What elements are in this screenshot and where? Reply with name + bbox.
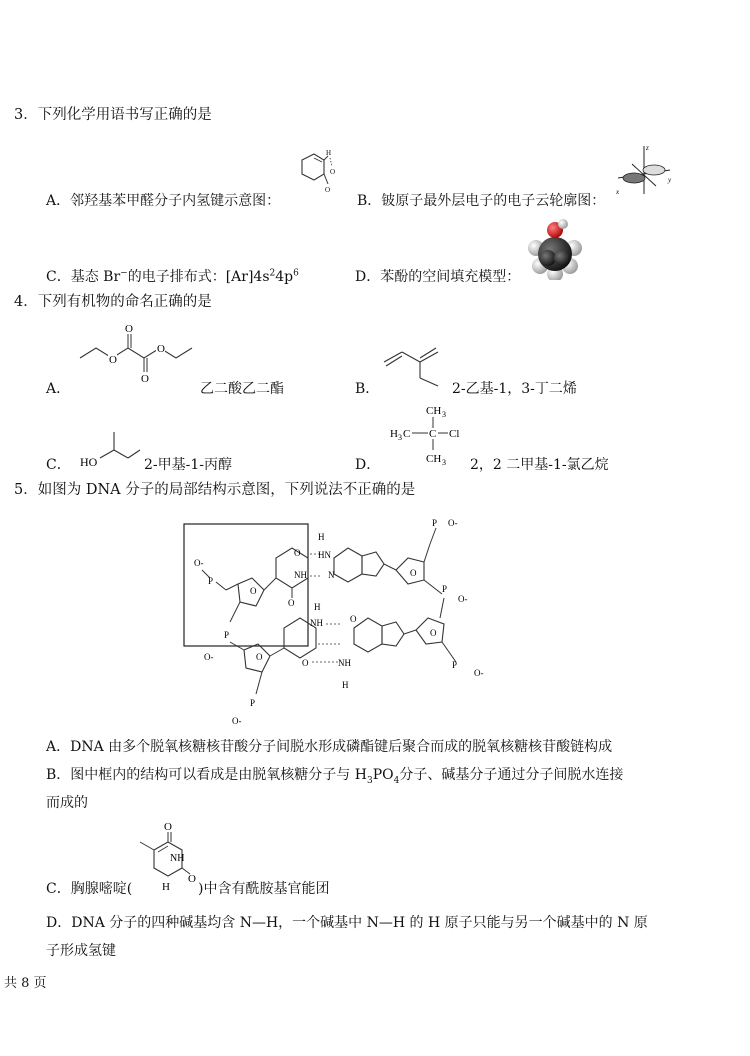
q4-option-c-letter: C． [46,457,71,473]
q3-b-z: z [646,144,649,152]
svg-text:O: O [250,586,257,596]
svg-text:H: H [162,881,170,893]
svg-text:NH: NH [294,570,307,580]
q3-option-b: B．铍原子最外层电子的电子云轮廓图： [357,193,606,209]
svg-text:P: P [250,698,256,708]
q5-option-b-line2: 而成的 [46,795,88,811]
svg-text:O-: O- [448,518,458,528]
svg-text:O: O [288,598,295,608]
q4-c-ho: HO [80,455,98,469]
svg-text:3: 3 [442,458,446,467]
svg-text:O: O [256,652,263,662]
q4-c-structure [78,420,142,472]
q4-stem: 4．下列有机物的命名正确的是 [14,294,212,310]
svg-text:O-: O- [232,716,242,726]
svg-text:NH: NH [310,618,323,628]
svg-text:H: H [390,428,398,440]
svg-text:N: N [328,570,335,580]
q3-a-structure [288,146,348,204]
q4-d-cl: Cl [449,428,460,440]
q5-option-c-pre: C．胸腺嘧啶( [46,881,133,897]
q3-a-h: H [326,149,332,157]
q4-option-d-name: 2，2 二甲基-1-氯乙烷 [470,457,609,473]
svg-text:HN: HN [318,550,331,560]
q3-a-o2: O [325,186,331,194]
q3-a-o1: O [330,168,336,176]
svg-text:O: O [188,873,196,885]
q5-option-d-line2: 子形成氢键 [46,943,116,959]
q5-option-c-post: )中含有酰胺基官能团 [198,881,330,897]
svg-text:O: O [302,658,309,668]
q4-option-d-letter: D． [355,457,381,473]
page-footer: 共 8 页 [4,976,47,991]
svg-text:P: P [452,660,458,670]
svg-text:CH: CH [426,405,442,417]
svg-text:3: 3 [442,410,446,419]
q5-option-d-line1: D．DNA 分子的四种碱基均含 N—H，一个碱基中 N—H 的 H 原子只能与另一个碱基中的 N 原 [46,915,648,931]
q4-a-o1: O [109,354,117,366]
svg-text:O: O [350,614,357,624]
q4-a-o2: O [125,323,133,335]
q5-dna-diagram [180,498,500,730]
q3-stem: 3．下列化学用语书写正确的是 [14,107,212,123]
svg-text:3: 3 [398,433,402,442]
q4-option-b-letter: B． [355,381,380,397]
svg-text:O: O [294,548,301,558]
q5-option-b-line1: B．图中框内的结构可以看成是由脱氧核糖分子与 $H_3PO_4$分子、碱基分子通过分子间脱水连接 [46,767,624,786]
svg-text:O: O [410,568,417,578]
q4-b-structure [380,342,450,392]
svg-text:P: P [442,584,448,594]
q3-b-x: x [616,188,620,196]
q4-option-a-name: 乙二酸乙二酯 [200,381,284,397]
q3-option-d: D．苯酚的空间填充模型： [355,269,521,285]
q4-a-structure [76,318,196,388]
q3-option-a: A．邻羟基苯甲醛分子内氢键示意图： [46,193,281,209]
q4-a-o4: O [157,343,165,355]
svg-text:H: H [342,680,349,690]
svg-text:O-: O- [474,668,484,678]
svg-text:NH: NH [170,853,185,864]
q4-a-o3: O [141,373,149,385]
svg-text:O-: O- [194,558,204,568]
q5-stem: 5．如图为 DNA 分子的局部结构示意图，下列说法不正确的是 [14,482,416,498]
svg-text:C: C [429,428,437,440]
svg-text:O-: O- [458,594,468,604]
svg-text:O: O [164,821,172,833]
q3-b-orbital [614,142,674,198]
q5-option-a: A．DNA 由多个脱氧核糖核苷酸分子间脱水形成磷酯键后聚合而成的脱氧核糖核苷酸链构成 [46,739,613,755]
q3-option-c: C．基态 Br−的电子排布式：$[Ar]4s^24p^6$ [46,268,299,285]
q5-c-thymine-structure [134,820,198,894]
svg-text:P: P [208,576,214,586]
svg-text:NH: NH [338,658,351,668]
svg-text:H: H [318,532,325,542]
svg-text:O-: O- [204,652,214,662]
svg-text:O: O [430,628,437,638]
svg-text:P: P [432,518,438,528]
q3-d-phenol-model [524,218,586,280]
q5-frame-box [184,524,308,646]
svg-text:P: P [224,630,230,640]
q4-option-b-name: 2-乙基-1，3-丁二烯 [452,381,577,397]
q3-b-y: y [668,176,672,184]
q4-option-c-name: 2-甲基-1-丙醇 [144,457,233,473]
svg-text:C: C [403,428,411,440]
svg-text:CH: CH [426,453,442,465]
q4-d-structure [388,400,468,470]
svg-text:H: H [314,602,321,612]
q4-option-a-letter: A． [46,381,71,397]
